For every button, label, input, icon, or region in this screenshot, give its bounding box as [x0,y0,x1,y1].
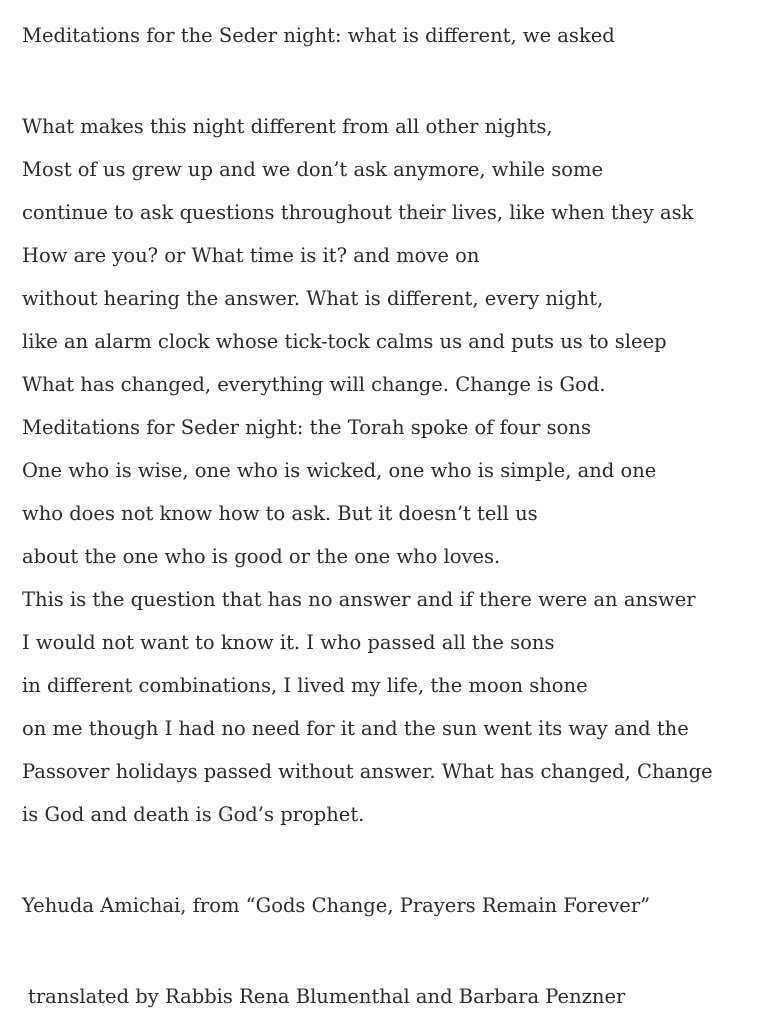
poem-line: without hearing the answer. What is different, every night, [22,287,604,310]
poem-line: I would not want to know it. I who passed all the sons [22,631,555,654]
poem-line: One who is wise, one who is wicked, one who is simple, and one [22,459,657,482]
poem-document [22,14,757,1018]
poem-line: continue to ask questions throughout their lives, like when they ask [22,201,694,224]
poem-line: Meditations for Seder night: the Torah spoke of four sons [22,416,591,439]
poem-line: This is the question that has no answer and if there were an answer [22,588,696,611]
poem-line: on me though I had no need for it and the sun went its way and the [22,717,689,740]
poem-line: about the one who is good or the one who loves. [22,545,501,568]
poem-line: What makes this night different from all other nights, [22,115,553,138]
poem-line: like an alarm clock whose tick-tock calms us and puts us to sleep [22,330,667,353]
translator-credit: translated by Rabbis Rena Blumenthal and Barbara Penzner [28,985,626,1008]
poem-line: who does not know how to ask. But it doesn’t tell us [22,502,538,525]
poem-line: How are you? or What time is it? and move on [22,244,480,267]
poem-title: Meditations for the Seder night: what is different, we asked [22,24,615,47]
poem-line: Passover holidays passed without answer. What has changed, Change [22,760,713,783]
poem-line: is God and death is God’s prophet. [22,803,365,826]
poem-line: Most of us grew up and we don’t ask anymore, while some [22,158,604,181]
poem-line: in different combinations, I lived my life, the moon shone [22,674,588,697]
poem-body [22,105,757,836]
poem-line: What has changed, everything will change. Change is God. [22,373,606,396]
poem-attribution: Yehuda Amichai, from “Gods Change, Prayers Remain Forever” [22,894,651,917]
